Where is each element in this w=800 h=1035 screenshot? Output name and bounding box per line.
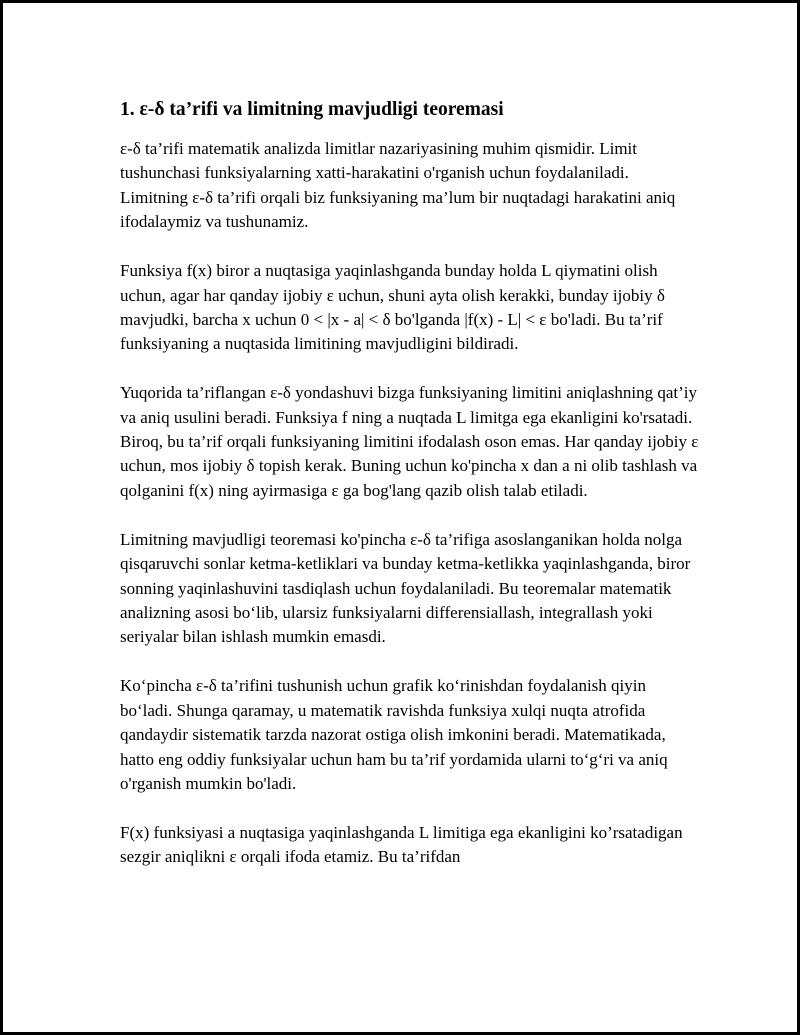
section-heading: 1. ε-δ ta’rifi va limitning mavjudligi teoremasi: [120, 99, 504, 120]
paragraph-4: Limitning mavjudligi teoremasi ko'pincha ε-δ ta’rifiga asoslanganikan holda nolga qisqaruvchi sonlar ketma-ketliklari va bunday ketma-ketlikka yaqinlashganda, biror sonning yaqinlashuvini tasdiqlash uchun foydalaniladi. Bu teoremalar matematik analizning asosi bo‘lib, ularsiz funksiyalarni differensiallash, integrallash yoki seriyalar bilan ishlash mumkin emasdi.: [120, 529, 691, 647]
paragraph-6: F(x) funksiyasi a nuqtasiga yaqinlashganda L limitiga ega ekanligini ko’rsatadigan sezgir aniqlikni ε orqali ifoda etamiz. Bu ta’rifdan: [120, 822, 683, 867]
paragraph-5: Ko‘pincha ε-δ ta’rifini tushunish uchun grafik ko‘rinishdan foydalanish qiyin bo‘ladi. Shunga qaramay, u matematik ravishda funksiya xulqi nuqta atrofida qandaydir sistematik tarzda nazorat ostiga olish imkonini beradi. Matematikada, hatto eng oddiy funksiyalar uchun ham bu ta’rif yordamida ularni to‘g‘ri va aniq o'rganish mumkin bo'ladi.: [120, 676, 668, 793]
paragraph-3: Yuqorida ta’riflangan ε-δ yondashuvi bizga funksiyaning limitini aniqlashning qat’iy va aniq usulini beradi. Funksiya f ning a nuqtada L limitga ega ekanligini ko'rsatadi. Biroq, bu ta’rif orqali funksiyaning limitini ifodalash oson emas. Har qanday ijobiy ε uchun, mos ijobiy δ topish kerak. Buning uchun ko'pincha x dan a ni olib tashlash va qolganini f(x) ning ayirmasiga ε ga bog'lang qazib olish talab etiladi.: [120, 383, 699, 500]
paragraph-2: Funksiya f(x) biror a nuqtasiga yaqinlashganda bunday holda L qiymatini olish uchun, agar har qanday ijobiy ε uchun, shuni ayta olish kerakki, bunday ijobiy δ mavjudki, barcha x uchun 0 < |x - a| < δ bo'lganda |f(x) - L| < ε bo'ladi. Bu ta’rif funksiyaning a nuqtasida limitining mavjudligini bildiradi.: [120, 261, 665, 354]
document-body: [120, 98, 700, 894]
paragraph-1: ε-δ ta’rifi matematik analizda limitlar nazariyasining muhim qismidir. Limit tushunchasi funksiyalarning xatti-harakatini o'rganish uchun foydalaniladi. Limitning ε-δ ta’rifi orqali biz funksiyaning ma’lum bir nuqtadagi harakatini aniq ifodalaymiz va tushunamiz.: [120, 139, 676, 232]
